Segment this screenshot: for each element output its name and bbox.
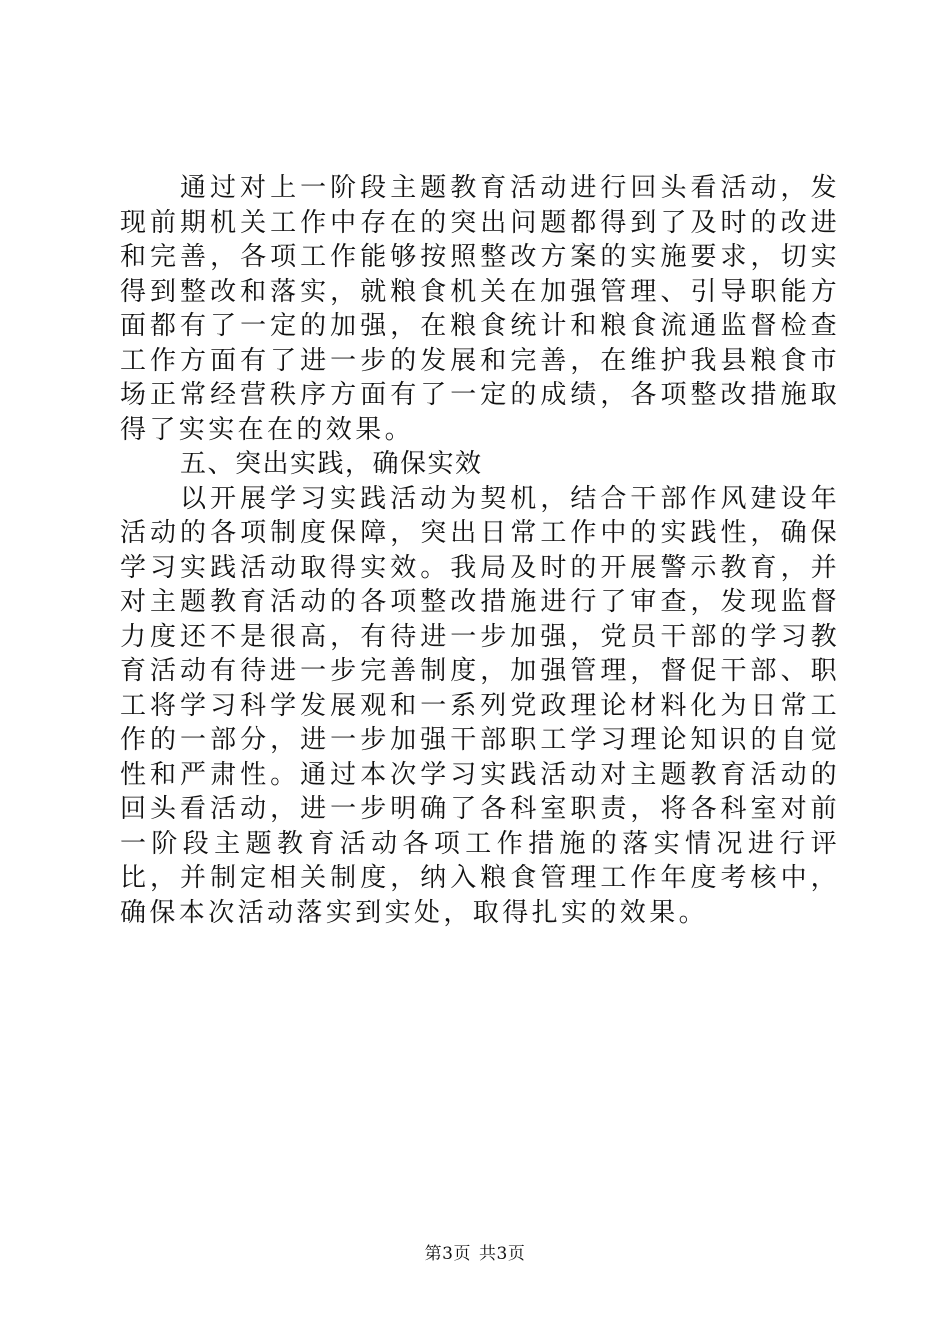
- body-paragraph: 通过对上一阶段主题教育活动进行回头看活动，发现前期机关工作中存在的突出问题都得到了及时的改进和完善，各项工作能够按照整改方案的实施要求，切实得到整改和落实，就粮食机关在加强管理、引导职能方面都有了一定的加强，在粮食统计和粮食流通监督检查工作方面有了进一步的发展和完善，在维护我县粮食市场正常经营秩序方面有了一定的成绩，各项整改措施取得了实实在在的效果。: [120, 173, 840, 445]
- page-total: 共3页: [479, 1244, 526, 1264]
- page-number: 第3页: [424, 1244, 471, 1264]
- page-footer: [0, 1243, 950, 1265]
- document-body: [120, 171, 840, 930]
- body-paragraph: 以开展学习实践活动为契机，结合干部作风建设年活动的各项制度保障，突出日常工作中的实践性，确保学习实践活动取得实效。我局及时的开展警示教育，并对主题教育活动的各项整改措施进行了审查，发现监督力度还不是很高，有待进一步加强，党员干部的学习教育活动有待进一步完善制度，加强管理，督促干部、职工将学习科学发展观和一系列党政理论材料化为日常工作的一部分，进一步加强干部职工学习理论知识的自觉性和严肃性。通过本次学习实践活动对主题教育活动的回头看活动，进一步明确了各科室职责，将各科室对前一阶段主题教育活动各项工作措施的落实情况进行评比，并制定相关制度，纳入粮食管理工作年度考核中，确保本次活动落实到实处，取得扎实的效果。: [120, 483, 840, 928]
- section-heading: 五、突出实践，确保实效: [180, 449, 483, 479]
